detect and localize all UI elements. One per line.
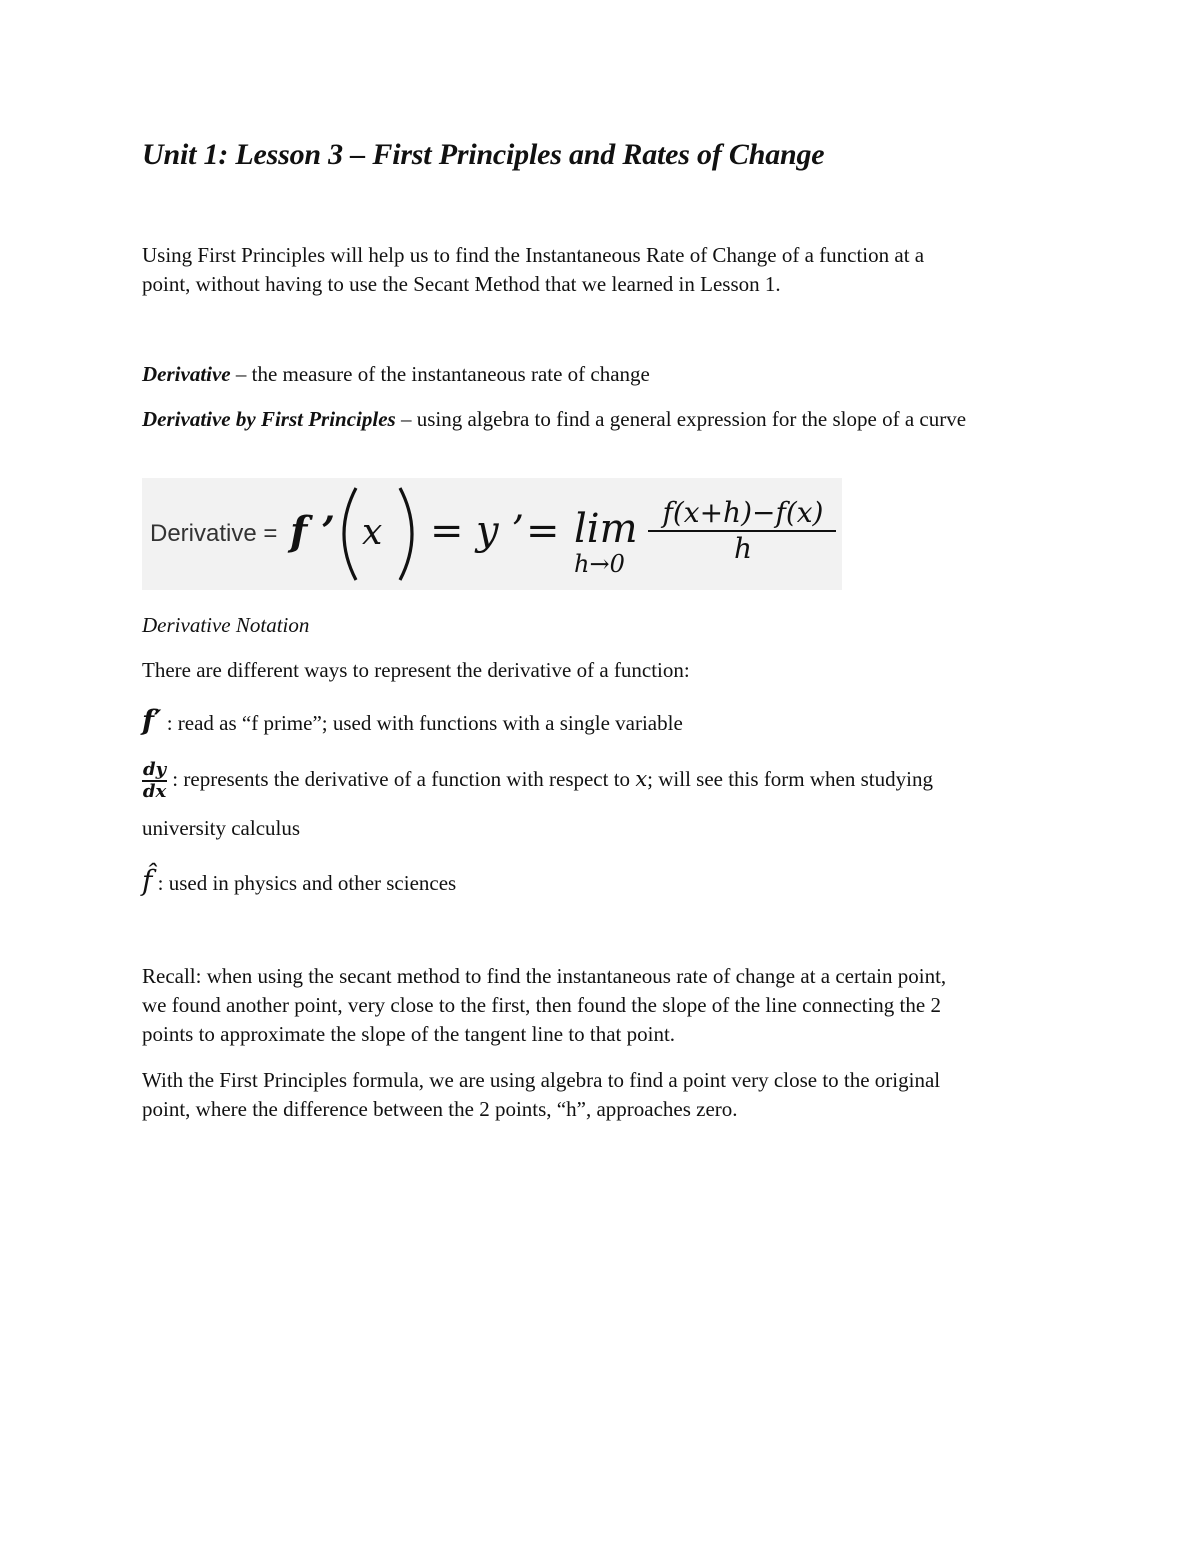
notation-text: : represents the derivative of a function with respect to [167,766,636,791]
formula-equals-1: = [430,508,464,554]
notation-text-continued: ; will see this form when studying [647,766,933,791]
dydx-symbol [142,760,167,802]
intro-line-1: Using First Principles will help us to find the Instantaneous Rate of Change of a function at a [142,243,925,267]
closing-paragraph [142,1066,1082,1124]
formula-lim-subscript: h→0 [574,550,625,578]
recall-line-1: Recall: when using the secant method to find the instantaneous rate of change at a certain point, [142,964,947,988]
page-title: Unit 1: Lesson 3 – First Principles and Rates of Change [142,138,825,171]
formula-equals-2: = [526,508,560,554]
notation-variable: x [635,766,648,791]
recall-line-2: we found another point, very close to the first, then found the slope of the line connecting the 2 [142,993,941,1017]
closing-line-1: With the First Principles formula, we are using algebra to find a point very close to the original [142,1068,941,1092]
dydx-numerator: dy [143,759,167,780]
notation-intro: There are different ways to represent the derivative of a function: [142,658,690,682]
closing-line-2: point, where the difference between the 2 points, “h”, approaches zero. [142,1097,738,1121]
right-paren [400,488,412,580]
recall-paragraph [142,962,1082,1049]
f-prime-symbol: f′ [142,704,162,737]
definition-term: Derivative [142,362,231,386]
definition-text: – using algebra to find a general expression for the slope of a curve [395,407,967,431]
dydx-denominator: dx [142,781,167,802]
notation-f-hat-row [142,866,456,898]
formula-numerator: f(x+h)−f(x) [662,496,824,529]
recall-line-3: points to approximate the slope of the tangent line to that point. [142,1022,676,1046]
formula-f-prime: f ’ [290,508,336,555]
left-paren [344,488,356,580]
notation-text: : used in physics and other sciences [152,871,457,895]
f-hat-symbol: f̂ [142,864,153,897]
notation-text: : read as “f prime”; used with functions with a single variable [161,711,683,735]
formula-label: Derivative = [150,520,278,547]
definition-term: Derivative by First Principles [142,407,396,431]
derivative-formula-image [142,478,842,590]
notation-f-prime-row [142,706,683,738]
formula-y-prime: y ’ [476,508,525,554]
intro-paragraph [142,241,1062,299]
formula-lim: lim [574,506,638,552]
intro-line-2: point, without having to use the Secant Method that we learned in Lesson 1. [142,272,781,296]
notation-dydx-row [142,760,1062,802]
formula-denominator: h [733,532,753,565]
definition-text: – the measure of the instantaneous rate of change [230,362,650,386]
notation-dydx-row-continued: university calculus [142,816,301,840]
notation-heading: Derivative Notation [142,613,310,637]
definition-derivative [142,360,1062,389]
definition-first-principles [142,405,1022,434]
formula-x: x [362,512,383,553]
